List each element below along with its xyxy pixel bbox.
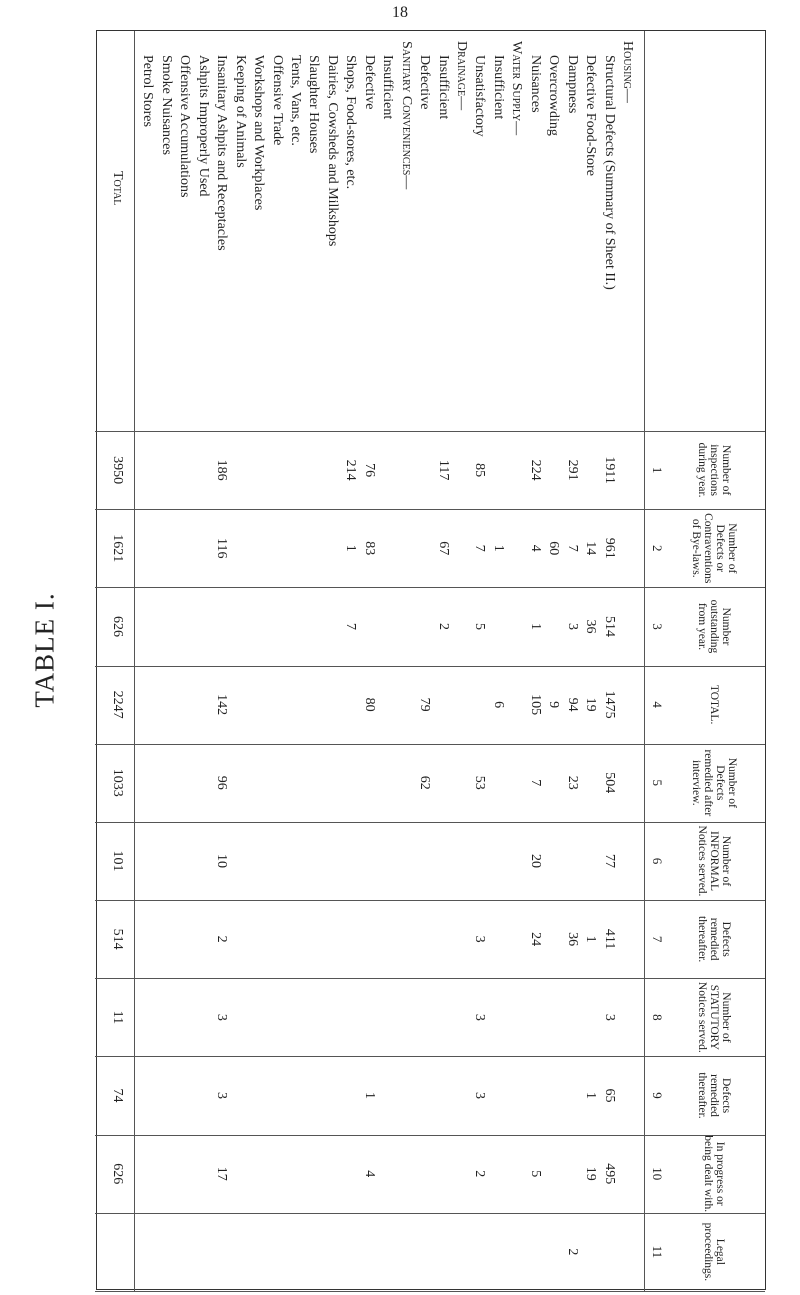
table-cell: 4 xyxy=(361,1170,377,1178)
table-cell: 117 xyxy=(435,459,451,481)
table-cell: 116 xyxy=(214,538,230,559)
row-label: Water Supply— xyxy=(509,41,525,136)
total-cell: 101 xyxy=(110,850,125,872)
column-number: 2 xyxy=(650,545,665,552)
table-cell: 214 xyxy=(343,459,359,481)
table-cell: 7 xyxy=(564,544,580,552)
table-cell: 224 xyxy=(527,459,543,481)
table-cell: 5 xyxy=(472,622,488,630)
table-cell: 1 xyxy=(583,1092,599,1100)
row-label: Drainage— xyxy=(454,41,469,111)
total-divider xyxy=(134,31,135,1291)
column-number: 9 xyxy=(650,1092,665,1099)
table-cell: 1 xyxy=(490,544,506,552)
total-cell: 1621 xyxy=(110,534,125,563)
table-cell: 3 xyxy=(472,1013,488,1021)
table-cell: 1 xyxy=(583,935,599,943)
table-cell: 85 xyxy=(472,463,488,478)
table-cell: 9 xyxy=(546,701,562,709)
column-header: Number outstanding from year. xyxy=(696,599,732,654)
header-divider xyxy=(644,31,645,1291)
column-header: Number of inspections during year. xyxy=(696,442,732,498)
row-label: Sanitary Conveniences— xyxy=(398,41,414,190)
table-cell: 77 xyxy=(601,853,617,868)
table-cell: 7 xyxy=(343,622,359,630)
row-label: Ashpits Improperly Used xyxy=(195,55,211,197)
table-cell: 3 xyxy=(214,1092,230,1100)
row-label: Overcrowding xyxy=(546,55,562,136)
table-cell: 3 xyxy=(472,935,488,943)
table-cell: 62 xyxy=(417,775,433,790)
row-label: Defective xyxy=(361,55,377,110)
table-cell: 5 xyxy=(527,1170,543,1178)
column-header: Defects remedied thereafter. xyxy=(696,916,732,963)
row-label: Defective Food-Store xyxy=(583,55,599,176)
column-header: In progress or being dealt with. xyxy=(702,1135,726,1213)
table-cell: 3 xyxy=(214,1013,230,1021)
row-label: Dampness xyxy=(564,55,580,114)
total-cell: 2247 xyxy=(110,690,125,719)
column-number: 7 xyxy=(650,935,665,943)
table-cell: 961 xyxy=(601,537,617,559)
column-header: Number of Defects remedied after interview. xyxy=(690,749,738,817)
row-label: Workshops and Workplaces xyxy=(251,55,267,211)
column-number: 10 xyxy=(650,1167,665,1181)
row-label: Unsatisfactory xyxy=(472,55,488,137)
row-label: Defective xyxy=(417,55,433,110)
table-cell: 142 xyxy=(214,694,230,716)
column-header: TOTAL. xyxy=(708,684,720,725)
table-cell: 36 xyxy=(564,932,580,947)
row-label: Offensive Trade xyxy=(269,55,285,146)
table-cell: 7 xyxy=(527,779,543,787)
table-cell: 79 xyxy=(417,697,433,712)
table-cell: 60 xyxy=(546,541,562,556)
table-cell: 2 xyxy=(435,622,451,630)
table-cell: 36 xyxy=(583,619,599,634)
page-number: 18 xyxy=(392,4,408,21)
table-cell: 94 xyxy=(564,697,580,712)
table-cell: 495 xyxy=(601,1163,617,1185)
table-cell: 10 xyxy=(214,853,230,868)
row-label: Insanitary Ashpits and Receptacles xyxy=(214,55,230,251)
table-cell: 3 xyxy=(472,1092,488,1100)
table-cell: 65 xyxy=(601,1088,617,1103)
table-cell: 1911 xyxy=(601,456,617,484)
column-header: Defects remedied thereafter. xyxy=(696,1072,732,1119)
table-cell: 76 xyxy=(361,463,377,478)
total-cell: 626 xyxy=(110,615,125,637)
column-number: 5 xyxy=(650,779,665,787)
row-label: Slaughter Houses xyxy=(306,55,322,154)
table-cell: 3 xyxy=(601,1013,617,1021)
table-cell: 186 xyxy=(214,459,230,481)
table-cell: 1 xyxy=(343,544,359,552)
table-cell: 2 xyxy=(214,935,230,943)
table-cell: 3 xyxy=(564,622,580,630)
column-number: 6 xyxy=(650,857,665,865)
row-label: Housing— xyxy=(620,41,635,103)
table-cell: 83 xyxy=(361,541,377,556)
row-label: Petrol Stores xyxy=(140,55,156,127)
row-label: Nuisances xyxy=(527,55,543,113)
row-label: Keeping of Animals xyxy=(232,55,248,168)
total-cell: 626 xyxy=(110,1163,125,1185)
table-cell: 7 xyxy=(472,544,488,552)
table-cell: 67 xyxy=(435,541,451,556)
column-number: 4 xyxy=(650,701,665,708)
column-header: Number of STATUTORY Notices served. xyxy=(696,981,732,1053)
column-header: Number of Defects or Contraventions of Bye-laws. xyxy=(690,513,738,584)
table-cell: 80 xyxy=(361,697,377,712)
row-label: Shops, Food-stores, etc. xyxy=(343,55,359,190)
table-cell: 291 xyxy=(564,459,580,481)
column-header: Number of INFORMAL Notices served. xyxy=(696,825,732,897)
table-cell: 19 xyxy=(583,1166,599,1181)
table-cell: 504 xyxy=(601,772,617,794)
row-label: Offensive Accumulations xyxy=(177,55,193,198)
total-cell: 74 xyxy=(110,1088,125,1103)
table-cell: 24 xyxy=(527,932,543,947)
column-number: 1 xyxy=(650,466,665,474)
table-cell: 17 xyxy=(214,1166,230,1181)
table-cell: 23 xyxy=(564,775,580,790)
column-header: Legal proceedings. xyxy=(702,1222,726,1282)
row-label: Structural Defects (Summary of Sheet II.) xyxy=(601,55,617,290)
rotated-table xyxy=(96,30,766,1290)
table-cell: 19 xyxy=(583,697,599,712)
table-cell: 96 xyxy=(214,775,230,790)
table-cell: 2 xyxy=(472,1170,488,1178)
row-label: Tents, Vans, etc. xyxy=(288,55,303,146)
total-cell: 11 xyxy=(110,1010,125,1025)
table-cell: 411 xyxy=(601,928,617,950)
total-cell: 514 xyxy=(110,928,125,950)
table-cell: 2 xyxy=(564,1248,580,1256)
column-number: 11 xyxy=(650,1245,665,1259)
column-number: 3 xyxy=(650,623,665,630)
table-cell: 14 xyxy=(583,541,599,556)
row-label: Insufficient xyxy=(435,55,451,120)
column-divider xyxy=(95,1291,765,1292)
table-wrapper xyxy=(96,30,766,1290)
table-cell: 1475 xyxy=(601,690,617,719)
total-label: Total xyxy=(110,171,125,206)
table-cell: 6 xyxy=(490,701,506,709)
table-title: TABLE I. xyxy=(29,592,60,708)
total-cell: 3950 xyxy=(110,456,125,485)
table-cell: 514 xyxy=(601,615,617,637)
table-cell: 53 xyxy=(472,775,488,790)
row-label: Insufficient xyxy=(490,55,506,120)
total-cell: 1033 xyxy=(110,768,125,797)
row-label: Dairies, Cowsheds and Milkshops xyxy=(324,55,340,247)
table-cell: 1 xyxy=(361,1092,377,1100)
row-label: Smoke Nuisances xyxy=(158,55,174,155)
column-number: 8 xyxy=(650,1014,665,1021)
table-title-container xyxy=(15,500,75,800)
table-cell: 20 xyxy=(527,853,543,868)
row-label: Insufficient xyxy=(380,55,396,120)
table-cell: 105 xyxy=(527,694,543,716)
table-cell: 4 xyxy=(527,544,543,552)
table-cell: 1 xyxy=(527,622,543,630)
